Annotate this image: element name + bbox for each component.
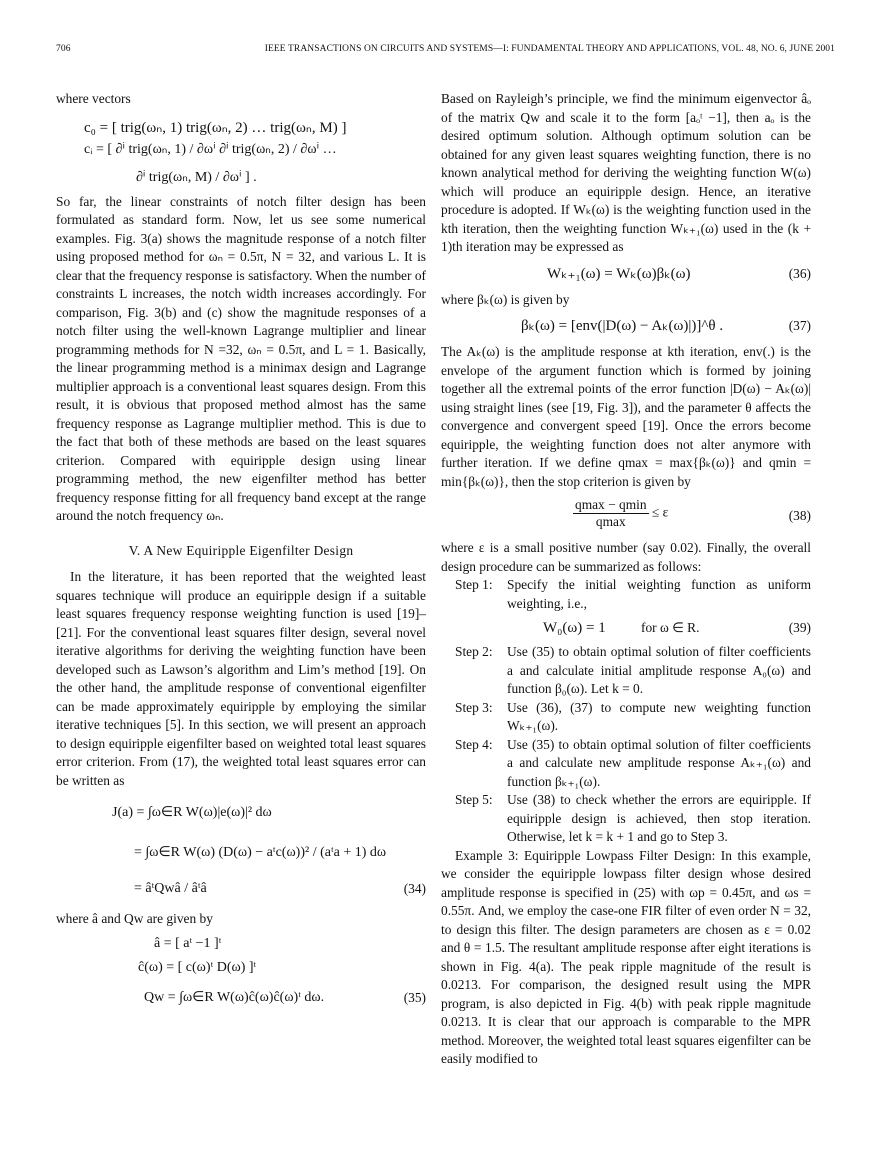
equation-35-line1: â = [ aᵗ −1 ]ᵗ	[154, 935, 222, 951]
step-1: Step 1: Specify the initial weighting function as uniform weighting, i.e.,	[455, 577, 811, 611]
equation-ci-line1: cᵢ = [ ∂ⁱ trig(ωₙ, 1) / ∂ωⁱ ∂ⁱ trig(ωₙ, 2) / ∂ωⁱ …	[84, 141, 337, 157]
equation-number-37: (37)	[788, 318, 811, 333]
paragraph-amplitude-envelope: The Aₖ(ω) is the amplitude response at kth iteration, env(.) is the envelope of the argument function which is formed by joining together all the extremal points of the error function |D(ω) − Aₖ(ω)| using straight lines (see [19, Fig. 3]), and the parameter θ affects the convergence and convergent speed [19]. Once the errors become equiripple, the weighting function does not alter anymore with further iteration. If we define qmax = max{βₖ(ω)} and qmin = min{βₖ(ω)}, then the stop criterion is given by	[441, 344, 811, 489]
equation-34-line2: = ∫ω∈R W(ω) (D(ω) − aᵗc(ω))² / (aᵗa + 1) dω	[134, 845, 387, 860]
running-header	[56, 44, 835, 58]
equation-number-38: (38)	[788, 508, 811, 523]
paragraph-where-a-Qw: where â and Qw are given by	[56, 911, 213, 926]
equation-number-34: (34)	[403, 881, 426, 896]
step-5: Step 5: Use (38) to check whether the errors are equiripple. If equiripple design is achieved, then stop iteration. Otherwise, let k = k + 1 and go to Step 3.	[455, 792, 811, 844]
running-title: IEEE TRANSACTIONS ON CIRCUITS AND SYSTEMS—I: FUNDAMENTAL THEORY AND APPLICATIONS, VOL. 48, NO. 6, JUNE 2001	[264, 44, 835, 54]
paragraph-epsilon: where ε is a small positive number (say 0.02). Finally, the overall design procedure can be summarized as follows:	[441, 540, 811, 574]
paragraph-notch-results: So far, the linear constraints of notch filter design has been formulated as standard form. Now, let us see some numerical examples. Fig. 3(a) shows the magnitude response of a notch filter using proposed method for ωₙ = 0.5π, N = 32, and various L. It is clear that the frequency response is satisfactory. When the number of constraints L increases, the notch width increases accordingly. For comparison, Fig. 3(b) and (c) show the magnitude responses of a notch filter using the well-known Lagrange multiplier and linear programming methods for N =32, ωₙ = 0.5π, and L = 1. Basically, the linear programming method is a minimax design and Lagrange multiplier approach is a conventional least squares design. From this result, it is obvious that proposed method almost has the same frequency response as Lagrange multiplier method. This is due to the fact that both of these methods are based on the least squares criterion. Compared with equiripple design using linear programming method, the new eigenfilter method has better frequency response fitting for all frequency band except at the range around the notch frequency ωₙ.	[56, 193, 426, 523]
equation-number-36: (36)	[788, 265, 811, 281]
equation-35-line2: ĉ(ω) = [ c(ω)ᵗ D(ω) ]ᵗ	[138, 959, 257, 975]
equation-c0: c₀ = [ trig(ωₙ, 1) trig(ωₙ, 2) … trig(ωₙ, M) ]	[84, 119, 347, 136]
equation-number-35: (35)	[403, 989, 426, 1005]
step-2: Step 2: Use (35) to obtain optimal solution of filter coefficients a and calculate initial amplitude response A₀(ω) and function β₀(ω). Let k = 0.	[455, 644, 811, 696]
section-title: V. A New Equiripple Eigenfilter Design	[128, 542, 354, 558]
right-column	[441, 90, 811, 1069]
equation-35-line3: Qw = ∫ω∈R W(ω)ĉ(ω)ĉ(ω)ᵗ dω. (35)	[56, 983, 426, 1013]
equation-number-39: (39)	[788, 620, 811, 635]
intro-text: where vectors	[56, 91, 131, 106]
paragraph-example-3: Example 3: Equiripple Lowpass Filter Design: In this example, we consider the equiripple lowpass filter design whose desired amplitude response is specified in (25) with ωp = 0.45π, and ωs = 0.55π. And, we employ the case-one FIR filter of even order N = 32, to design this filter. The design parameters are chosen as ε = 0.02 and θ = 1.5. The resultant amplitude response after eight iterations is shown in Fig. 4(a). The peak ripple magnitude of the result is 0.0213. For comparison, the designed result using the MPR program, is also depicted in Fig. 4(b) with peak ripple magnitude 0.0213. It is clear that our approach is comparable to the MPR method. Moreover, the weighted total least squares eigenfilter can be easily modified to	[441, 847, 811, 1066]
equation-39: W₀(ω) = 1 for ω ∈ R. (39)	[543, 620, 811, 636]
equation-34-line1: J(a) = ∫ω∈R W(ω)|e(ω)|² dω	[112, 805, 272, 820]
equation-38: $\frac{qmax - qmin}{qmax}$ ≤ ε (38)	[575, 497, 811, 529]
equation-37: βₖ(ω) = [env(|D(ω) − Aₖ(ω)|)]^θ . (37)	[521, 318, 811, 334]
paragraph-where-beta: where βₖ(ω) is given by	[441, 291, 570, 307]
paragraph-rayleigh: Based on Rayleigh’s principle, we find the minimum eigenvector âₒ of the matrix Qw and scale it to the form [aₒᵗ −1], then aₒ is the desired optimum solution. Although optimum solution can be obtained for any given least squares weighting function, there is no known analytical method for deriving the weighting function W(ω) which will produce an equiripple design. Hence, an iterative procedure is adopted. If Wₖ(ω) is the weighting function used in the kth iteration, then the weighting function Wₖ₊₁(ω) used in the (k + 1)th iteration may be expressed as	[441, 91, 811, 254]
equation-36: Wₖ₊₁(ω) = Wₖ(ω)βₖ(ω) (36)	[547, 265, 811, 282]
step-3: Step 3: Use (36), (37) to compute new weighting function Wₖ₊₁(ω).	[455, 699, 811, 733]
stop-criterion-fraction: $\frac{qmax - qmin}{qmax}$	[575, 497, 647, 529]
equation-ci-line2: ∂ⁱ trig(ωₙ, M) / ∂ωⁱ ] .	[136, 169, 257, 185]
step-4: Step 4: Use (35) to obtain optimal solution of filter coefficients a and calculate new amplitude response Aₖ₊₁(ω) and function βₖ₊₁(ω).	[455, 736, 811, 789]
paragraph-equiripple-intro: In the literature, it has been reported that the weighted least squares technique will produce an equiripple design if a suitable least squares frequency response weighting function is used [19]–[21]. For the conventional least squares filter design, several novel iterative algorithms for deriving the weighting function have been developed such as Lawson’s algorithm and Lim’s method [19]. On the other hand, the amplitude response of conventional eigenfilter can be made approximately equiripple by employing the similar iterative techniques [5]. In this section, we will present an approach to design equiripple eigenfilter based on weighted total least squares error criterion. From (17), the weighted total least squares error can be written as	[56, 569, 426, 788]
page-number: 706	[56, 44, 71, 54]
left-column	[56, 90, 426, 1013]
equation-34-line3: = âᵗQwâ / âᵗâ (34)	[56, 876, 426, 910]
